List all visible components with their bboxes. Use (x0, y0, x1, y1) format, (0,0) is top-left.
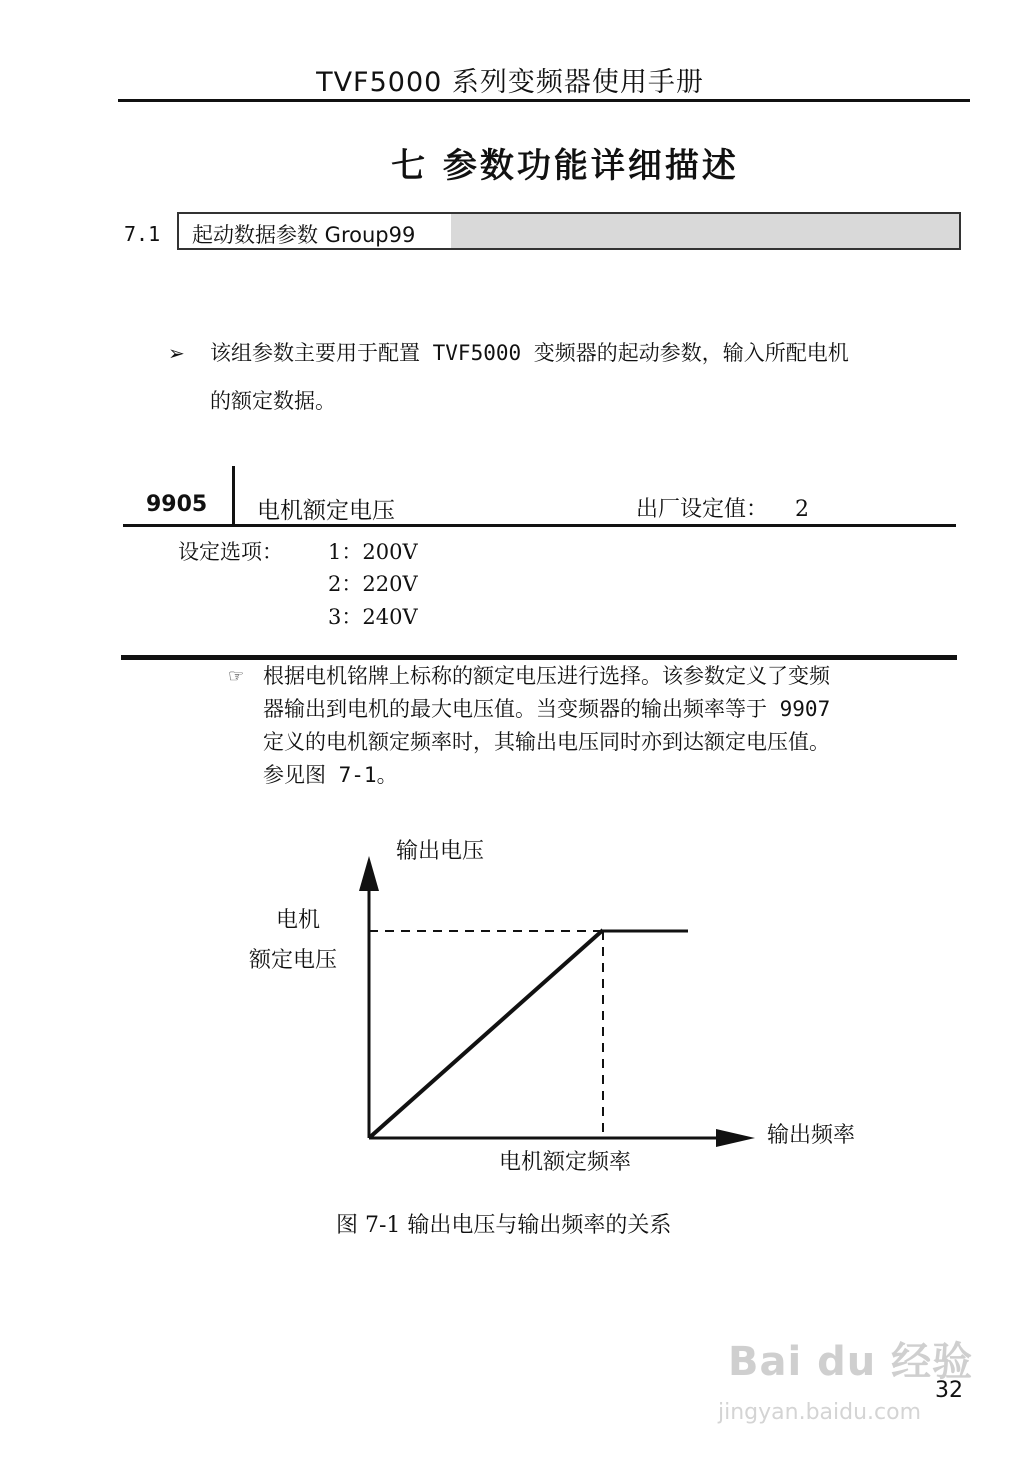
param-name: 电机额定电压 (257, 498, 395, 524)
param-code: 9905 (146, 492, 208, 517)
intro-line-1: 该组参数主要用于配置 TVF5000 变频器的起动参数，输入所配电机 (210, 341, 849, 365)
rated-frequency-label: 电机额定频率 (499, 1150, 632, 1175)
header-title: TVF5000 系列变频器使用手册 (316, 67, 704, 98)
x-axis-arrow (716, 1129, 755, 1147)
rated-voltage-label-2: 额定电压 (249, 948, 338, 973)
y-axis-label: 输出电压 (396, 839, 485, 864)
note-line: 根据电机铭牌上标称的额定电压进行选择。该参数定义了变频 (263, 664, 830, 688)
x-axis-label: 输出频率 (767, 1123, 856, 1148)
bullet-arrow-icon: ➢ (168, 341, 185, 365)
note-line: 定义的电机额定频率时，其输出电压同时亦到达额定电压值。 (263, 730, 830, 754)
rated-voltage-label-1: 电机 (276, 908, 321, 933)
note-line: 器输出到电机的最大电压值。当变频器的输出频率等于 9907 (263, 697, 831, 721)
intro-line-2: 的额定数据。 (210, 389, 336, 413)
section-number: 7.1 (124, 222, 161, 246)
factory-label: 出厂设定值： (636, 497, 769, 522)
y-axis-arrow (359, 856, 379, 891)
note-line: 参见图 7-1。 (263, 763, 398, 787)
chapter-title: 七 参数功能详细描述 (391, 146, 739, 186)
baidu-watermark-logo: Bai du 经验 (728, 1339, 974, 1385)
baidu-watermark-url: jingyan.baidu.com (718, 1400, 922, 1425)
option-item: 3：240V (328, 605, 418, 629)
option-item: 2：220V (328, 572, 418, 596)
options-label: 设定选项： (178, 540, 283, 564)
option-item: 1：200V (328, 540, 418, 564)
figure-caption: 图 7-1 输出电压与输出频率的关系 (336, 1213, 672, 1238)
section-label: 起动数据参数 Group99 (192, 223, 416, 247)
vf-ramp-line (369, 930, 603, 1138)
factory-value: 2 (795, 497, 810, 522)
pointing-hand-icon: ☞ (228, 666, 245, 687)
page-number: 32 (935, 1378, 963, 1403)
